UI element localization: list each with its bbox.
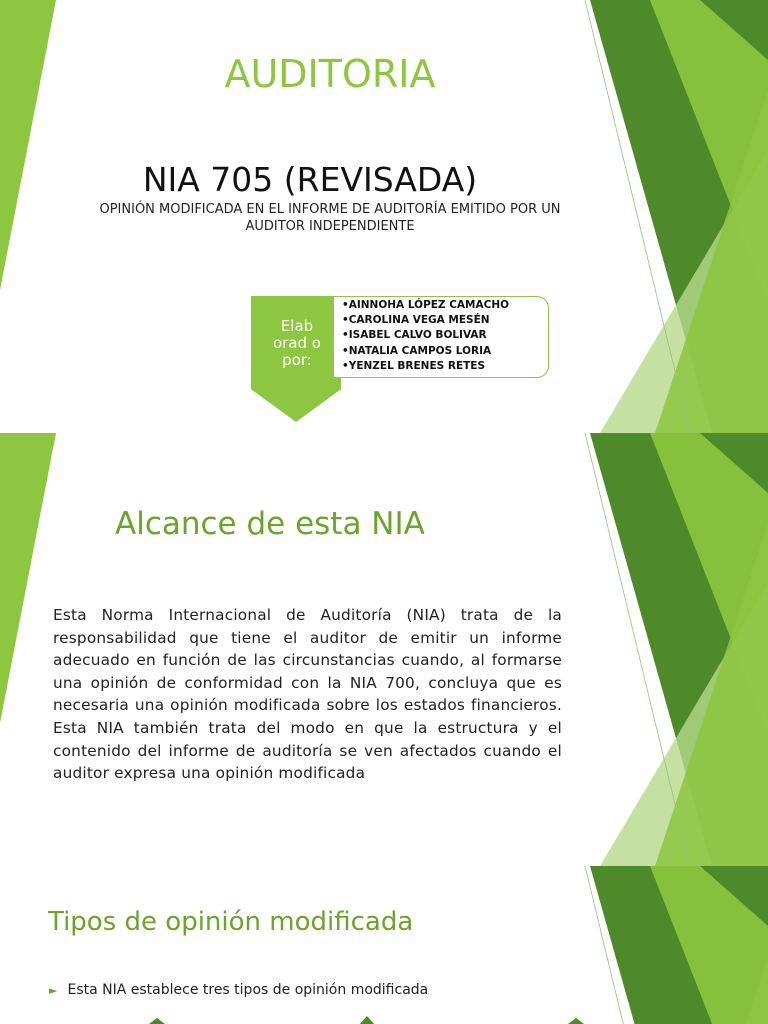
presentation-description: OPINIÓN MODIFICADA EN EL INFORME DE AUDITORÍA EMITIDO POR UN AUDITOR INDEPENDIENTE [99, 202, 561, 234]
arrow-head-icon [568, 1018, 584, 1024]
presentation-title: AUDITORIA [224, 52, 436, 96]
scope-title: Alcance de esta NIA [115, 506, 425, 542]
slide-scope [0, 433, 768, 866]
diagram-arrows-partial [0, 866, 768, 1024]
bullet-text: Esta NIA establece tres tipos de opinión modificada [67, 982, 429, 998]
presentation-subtitle: NIA 705 (REVISADA) [142, 160, 478, 199]
scope-body: Esta Norma Internacional de Auditoría (NIA) trata de la responsabilidad que tiene el auditor de emitir un informe adecuado en función de las circunstancias cuando, al formarse una opinión de conformidad con la NIA 700, concluya que es necesaria una opinión modificada sobre los estados financieros. Esta NIA también trata del modo en que la estructura y el contenido del informe de auditoría se ven afectados cuando el auditor expresa una opinión modificada [53, 606, 562, 783]
author-item: • CAROLINA VEGA MESÉN [342, 313, 509, 328]
authors-list [342, 298, 509, 374]
author-item: • AINNOHA LÓPEZ CAMACHO [342, 298, 509, 313]
author-item: • YENZEL BRENES RETES [342, 359, 509, 374]
left-accent-stripe [0, 433, 56, 723]
authored-by-label: Elab orad o por: [272, 317, 321, 369]
triangle-bullet-icon: ► [49, 984, 58, 997]
slide-opinion-types [0, 866, 768, 1024]
arrow-head-icon [149, 1018, 165, 1024]
arrow-head-icon [360, 1016, 374, 1024]
slide-title [0, 0, 768, 433]
author-item: • NATALIA CAMPOS LORIA [342, 344, 509, 359]
opinion-types-title: Tipos de opinión modificada [48, 907, 414, 937]
left-accent-stripe [0, 0, 56, 290]
author-item: • ISABEL CALVO BOLIVAR [342, 328, 509, 343]
